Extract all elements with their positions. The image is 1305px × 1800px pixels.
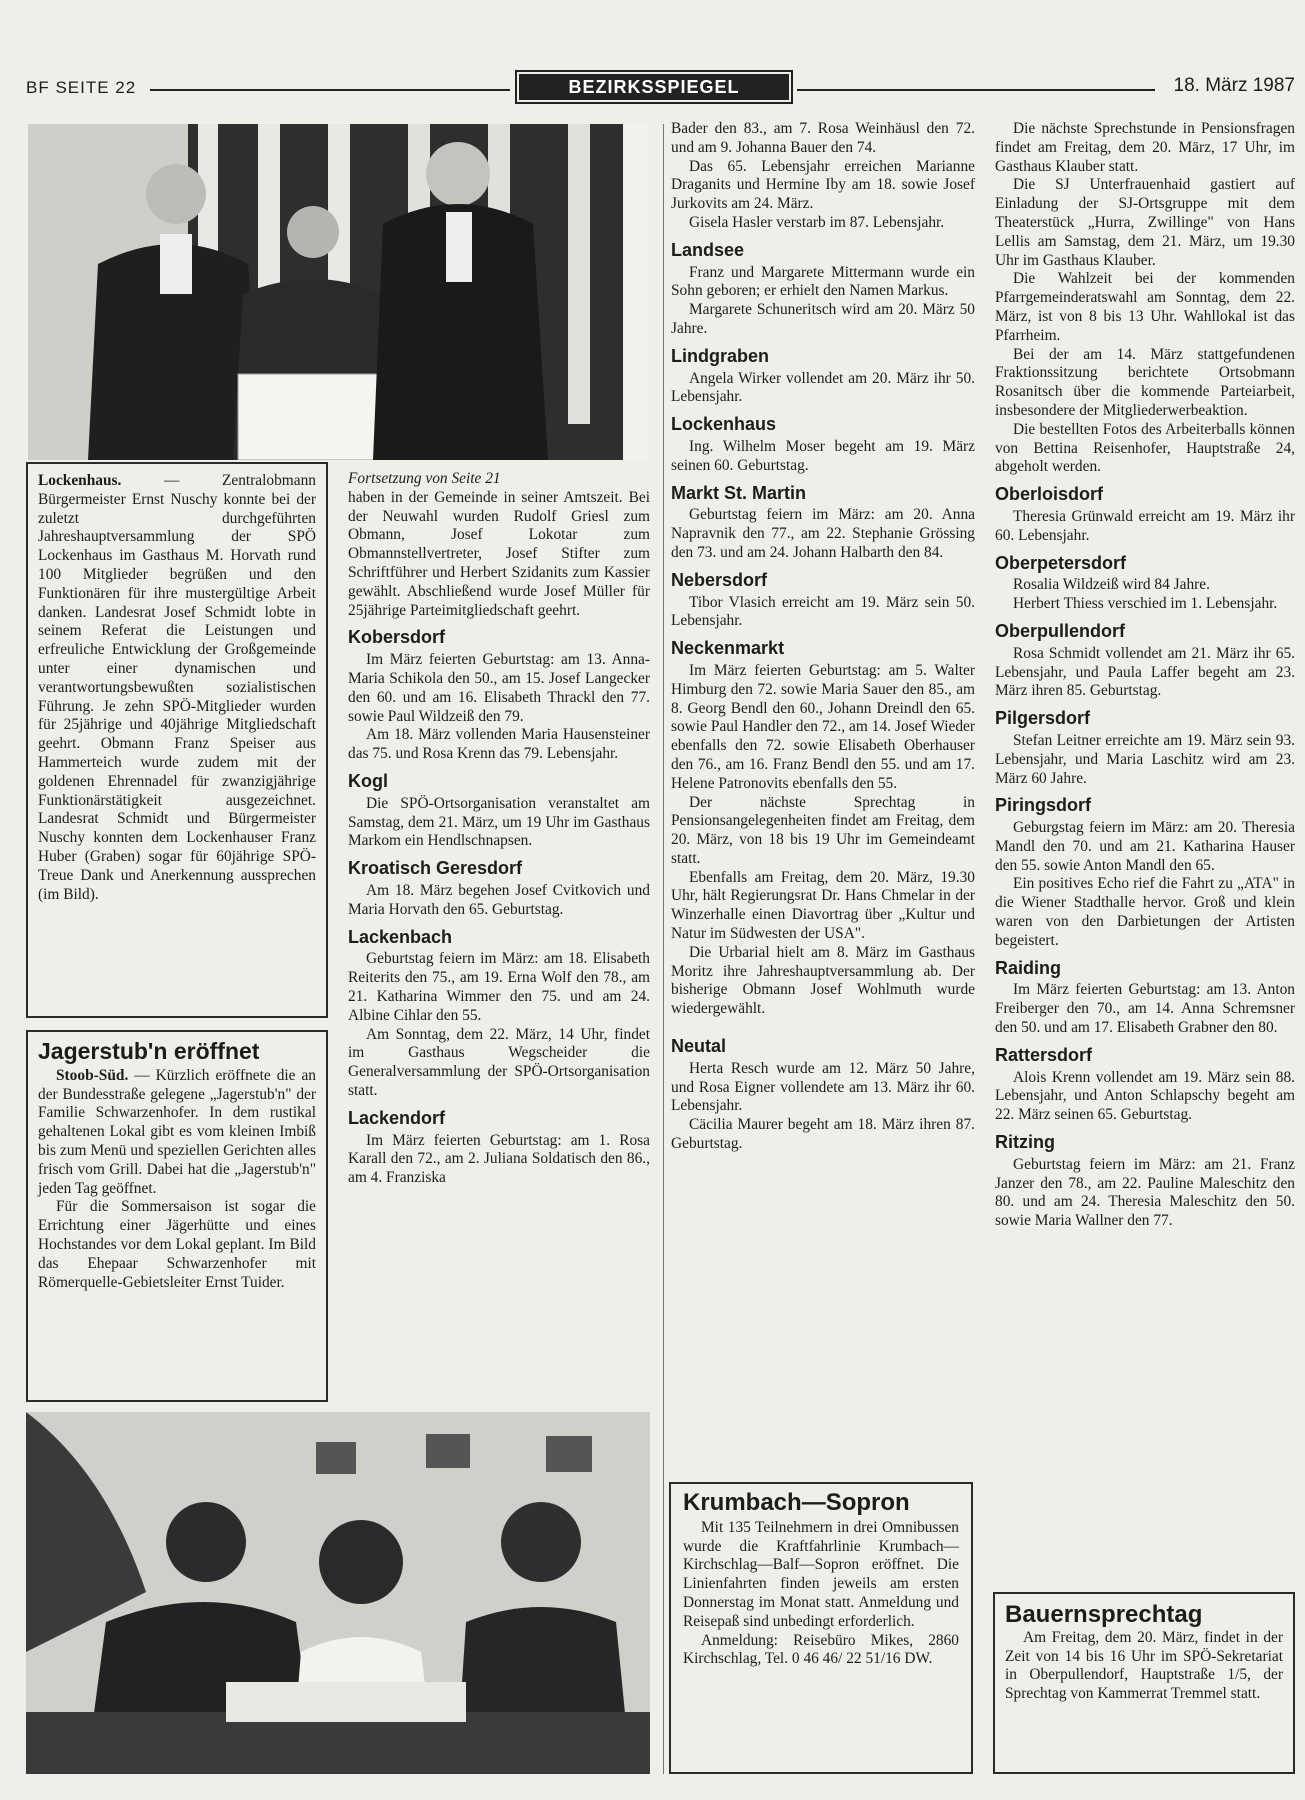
heading-ritzing: Ritzing (995, 1132, 1055, 1153)
lindgraben-p: Angela Wirker vollendet am 20. März ihr 50. Lebensjahr. (671, 369, 975, 406)
bauernsprechtag-box (993, 1592, 1295, 1774)
header-rule-right (797, 89, 1155, 91)
page-number: BF SEITE 22 (26, 78, 137, 97)
column-divider-2 (663, 124, 664, 1774)
oberpetersdorf-p1: Rosalia Wildzeiß wird 84 Jahre. (1013, 576, 1210, 594)
photo-jagerstub-image (26, 1412, 650, 1774)
oberpullendorf-p: Rosa Schmidt vollendet am 21. März ihr 65. Lebensjahr, und Paula Laffer begeht am 23. März ihren 85. Geburtstag. (995, 644, 1295, 700)
heading-neckenmarkt: Neckenmarkt (671, 638, 785, 659)
jagerstub-box (26, 1030, 328, 1402)
krumbach-p1: Mit 135 Teilnehmern in drei Omnibussen wurde die Kraftfahrlinie Krumbach—Kirchschlag—Balf—Sopron eröffnet. Die Linienfahrten finden jeweils am ersten Donnerstag im Monat statt. Anmeldung und Reisepaß sind unbedingt erforderlich. (683, 1518, 959, 1630)
heading-lackendorf: Lackendorf (348, 1107, 446, 1128)
neckenmarkt-p4: Die Urbarial hielt am 8. März im Gasthaus Moritz ihre Jahreshauptversammlung ab. Der bisherige Obmann Josef Wohlmuth wurde wiedergewählt. (671, 943, 975, 1018)
krumbach-p2: Anmeldung: Reisebüro Mikes, 2860 Kirchschlag, Tel. 0 46 46/ 22 51/16 DW. (683, 1631, 959, 1668)
oberpetersdorf-p2: Herbert Thiess verschied im 1. Lebensjahr. (1013, 595, 1278, 613)
heading-lackenbach: Lackenbach (348, 926, 453, 947)
jagerstub-text-1: — Kürzlich eröffnete die an der Bundesstraße gelegene „Jagerstub'n" der Familie Schwarzenhofer. In dem rustikal gehaltenen Lokal gibt es vom kleinen Imbiß bis zum Menü und speziellen Gerichten alles frisch vom Grill. Dabei hat die „Jagerstub'n" jeden Tag geöffnet. (38, 1066, 316, 1197)
heading-oberpetersdorf: Oberpetersdorf (995, 552, 1127, 573)
jagerstub-paragraph-2: Für die Sommersaison ist sogar die Errichtung einer Jägerhütte und eines Hochstandes vor dem Lokal geplant. Im Bild das Ehepaar Schwarzenhofer mit Römerquelle-Gebietsleiter Ernst Tuider. (38, 1198, 316, 1291)
jagerstub-place: Stoob-Süd. (56, 1066, 129, 1084)
heading-rattersdorf: Rattersdorf (995, 1044, 1093, 1065)
col4-intro-2: Die SJ Unterfrauenhaid gastiert auf Einladung der SJ-Ortsgruppe mit dem Theaterstück „Hurra, Zwillinge" von Hans Lellis am Samstag, dem 21. März, um 19.30 Uhr im Gasthaus Klauber. (995, 176, 1295, 269)
heading-lindgraben: Lindgraben (671, 345, 769, 366)
neckenmarkt-p1: Im März feierten Geburtstag: am 5. Walter Himburg den 72. sowie Maria Sauer den 85., am 8. Georg Bendl den 60., Johann Dreindl den 65. sowie Paul Handler den 72., am 14. Josef Wieder ebenfalls den 72. sowie Elisabeth Oberhauser den 76., am 16. Franz Bendl den 55. und am 17. Helene Patronovits ebenfalls den 55. (671, 661, 975, 792)
caption-place: Lockenhaus. (38, 472, 122, 489)
heading-nebersdorf: Nebersdorf (671, 569, 768, 590)
lockenhaus-caption (38, 472, 316, 904)
heading-kroatisch-geresdorf: Kroatisch Geresdorf (348, 858, 523, 879)
header-rule-left (150, 89, 510, 91)
heading-lockenhaus: Lockenhaus (671, 414, 777, 435)
landsee-p1: Franz und Margarete Mittermann wurde ein Sohn geboren; er erhielt den Namen Markus. (671, 263, 975, 300)
oberloisdorf-p: Theresia Grünwald erreicht am 19. März ihr 60. Lebensjahr. (995, 507, 1295, 544)
column-4 (995, 120, 1295, 1580)
heading-landsee: Landsee (671, 239, 745, 260)
col3-intro: Bader den 83., am 7. Rosa Weinhäusl den 72. und am 9. Johanna Bauer den 74. (671, 120, 975, 156)
col3-intro-2: Das 65. Lebensjahr erreichen Marianne Draganits und Hermine Iby am 18. sowie Josef Jurkovits am 24. März. (671, 157, 975, 213)
caption-text: — Zentralobmann Bürgermeister Ernst Nuschy konnte bei der zuletzt durchgeführten Jahreshauptversammlung der SPÖ Lockenhaus im Gasthaus M. Horvath rund 100 Mitglieder begrüßen und den Funktionären für ihre mustergültige Arbeit danken. Landesrat Josef Schmidt lobte in seinem Referat die Leistungen und erfreuliche Entwicklung der Großgemeinde unter einer dynamischen und verantwortungsbewußten sozialistischen Führung. Je zehn SPÖ-Mitglieder wurden für 25jährige und 40jährige Mitgliedschaft geehrt. Obmann Franz Speiser aus Hammerteich wurde zudem mit der goldenen Ehrennadel für zwanzigjährige Funktionärstätigkeit ausgezeichnet. Landesrat Schmidt und Bürgermeister Nuschy konnten dem Lockenhauser Franz Huber (Graben) sogar für 60jährige SPÖ-Treue Dank und Anerkennung aussprechen (im Bild). (38, 472, 316, 903)
lockenhaus-p: Ing. Wilhelm Moser begeht am 19. März seinen 60. Geburtstag. (671, 437, 975, 474)
heading-oberloisdorf: Oberloisdorf (995, 484, 1104, 505)
kroatisch-p: Am 18. März begehen Josef Cvitkovich und Maria Horvath den 65. Geburtstag. (348, 881, 650, 918)
krumbach-box (669, 1482, 973, 1774)
landsee-p2: Margarete Schuneritsch wird am 20. März 50 Jahre. (671, 301, 975, 337)
issue-date: 18. März 1987 (1173, 75, 1295, 96)
kogl-p: Die SPÖ-Ortsorganisation veranstaltet am Samstag, dem 21. März, um 19 Uhr im Gasthaus Markom ein Hendlschnapsen. (348, 794, 650, 850)
lackenbach-p2: Am Sonntag, dem 22. März, 14 Uhr, findet im Gasthaus Wegscheider die Generalversammlung der SPÖ-Ortsorganisation statt. (348, 1025, 650, 1099)
jagerstub-title: Jagerstub'n eröffnet (38, 1038, 260, 1064)
raiding-p: Im März feierten Geburtstag: am 13. Anton Freiberger den 70., am 14. Anna Schremsner den 50. und am 17. Elisabeth Grabner den 80. (995, 981, 1295, 1037)
lackenbach-p1: Geburtstag feiern im März: am 18. Elisabeth Reiterits den 75., am 19. Erna Wolf den 78., am 21. Katharina Wimmer den 75. und am 24. Albine Cihlar den 55. (348, 950, 650, 1024)
neutal-p2: Cäcilia Maurer begeht am 18. März ihren 87. Geburtstag. (671, 1116, 975, 1153)
nebersdorf-p: Tibor Vlasich erreicht am 19. März sein 50. Lebensjahr. (671, 593, 975, 630)
photo-lockenhaus-image (28, 124, 648, 460)
jagerstub-paragraph-1 (38, 1067, 316, 1199)
lackendorf-p: Im März feierten Geburtstag: am 1. Rosa Karall den 72., am 2. Juliana Soldatisch den 86., am 4. Franziska (348, 1131, 650, 1187)
col4-intro-3: Die Wahlzeit bei der kommenden Pfarrgemeinderatswahl am Sonntag, dem 22. März, ist von 8 bis 13 Uhr. Wahllokal ist das Pfarrheim. (995, 270, 1295, 344)
heading-neutal: Neutal (671, 1036, 727, 1057)
heading-oberpullendorf: Oberpullendorf (995, 620, 1125, 641)
continuation-note: Fortsetzung von Seite 21 (348, 470, 501, 487)
piringsdorf-p1: Geburgstag feiern im März: am 20. Theresia Mandl den 70. und am 21. Katharina Hauser den 55. sowie Anton Mandl den 65. (995, 819, 1295, 874)
bauernsprechtag-p: Am Freitag, dem 20. März, findet in der Zeit von 14 bis 16 Uhr im SPÖ-Sekretariat in Oberpullendorf, Hauptstraße 1/5, der Sprechtag von Kammerrat Tremmel statt. (1005, 1628, 1283, 1703)
heading-piringsdorf: Piringsdorf (995, 795, 1092, 816)
heading-kogl: Kogl (348, 770, 388, 791)
krumbach-title: Krumbach—Sopron (683, 1489, 910, 1516)
neckenmarkt-p3: Ebenfalls am Freitag, dem 20. März, 19.30 Uhr, hält Regierungsrat Dr. Hans Chmelar in der Winzerhalle einen Diavortrag über „Kultur und Natur im Südwesten der USA". (671, 868, 975, 943)
neutal-p1: Herta Resch wurde am 12. März 50 Jahre, und Rosa Eigner vollendete am 13. März ihr 60. Lebensjahr. (671, 1059, 975, 1115)
photo-lockenhaus (28, 124, 648, 460)
ritzing-p: Geburtstag feiern im März: am 21. Franz Janzer den 78., am 22. Pauline Maleschitz den 80. und am 24. Theresia Maleschitz den 50. sowie Maria Wallner den 77. (995, 1155, 1295, 1230)
section-title: BEZIRKSSPIEGEL (519, 74, 789, 100)
markt-p: Geburtstag feiern im März: am 20. Anna Napravnik den 77., am 22. Stephanie Grössing den 73. und am 24. Johann Halbarth den 84. (671, 506, 975, 561)
section-banner (515, 70, 793, 104)
heading-pilgersdorf: Pilgersdorf (995, 708, 1091, 729)
column-2 (348, 470, 650, 1400)
neckenmarkt-p2: Der nächste Sprechtag in Pensionsangelegenheiten findet am Freitag, dem 20. März, von 18 bis 19 Uhr im Gemeindeamt statt. (671, 793, 975, 867)
heading-kobersdorf: Kobersdorf (348, 627, 446, 648)
heading-markt-st-martin: Markt St. Martin (671, 482, 807, 503)
col4-intro-5: Die bestellten Fotos des Arbeiterballs können von Bettina Reisenhofer, Hauptstraße 24, abgeholt werden. (995, 420, 1295, 476)
bauernsprechtag-title: Bauernsprechtag (1005, 1601, 1203, 1628)
heading-raiding: Raiding (995, 957, 1061, 978)
piringsdorf-p2: Ein positives Echo rief die Fahrt zu „ATA" in die Wiener Stadthalle hervor. Groß und klein waren von den Darbietungen der Artisten begeistert. (995, 875, 1295, 949)
kobersdorf-p1: Im März feierten Geburtstag: am 13. Anna-Maria Schikola den 50., am 15. Josef Langecker den 60. und am 16. Elisabeth Thrackl den 77. sowie Paul Wildzeiß den 79. (348, 651, 650, 725)
col2-intro: haben in der Gemeinde in seiner Amtszeit. Bei der Neuwahl wurden Rudolf Griesl zum Obmann, Josef Lokotar zum Obmannstellvertreter, Josef Stifter zum Schriftführer und Herbert Szidanits zum Kassier gewählt. Abschließend wurde Josef Müller für 25jährige Parteimitgliedschaft geehrt. (348, 488, 650, 619)
lockenhaus-caption-box (26, 462, 328, 1018)
col4-intro-4: Bei der am 14. März stattgefundenen Fraktionssitzung berichtete Ortsobmann Rosanitsch über die kommende Parteiarbeit, insbesondere der Mitgliederwerbeaktion. (995, 345, 1295, 419)
pilgersdorf-p: Stefan Leitner erreichte am 19. März sein 93. Lebensjahr, und Maria Laschitz wird am 23. März 60 Jahre. (995, 731, 1295, 787)
photo-jagerstub (26, 1412, 650, 1774)
col4-intro-1: Die nächste Sprechstunde in Pensionsfragen findet am Freitag, dem 20. März, 17 Uhr, im Gasthaus Klauber statt. (995, 120, 1295, 175)
col3-intro-3: Gisela Hasler verstarb im 87. Lebensjahr. (689, 213, 945, 231)
column-3 (671, 120, 975, 1480)
rattersdorf-p: Alois Krenn vollendet am 19. März sein 88. Lebensjahr, und Anton Schlapschy begeht am 22. März seinen 65. Geburtstag. (995, 1068, 1295, 1124)
kobersdorf-p2: Am 18. März vollenden Maria Hausensteiner das 75. und Rosa Krenn das 79. Lebensjahr. (348, 726, 650, 763)
